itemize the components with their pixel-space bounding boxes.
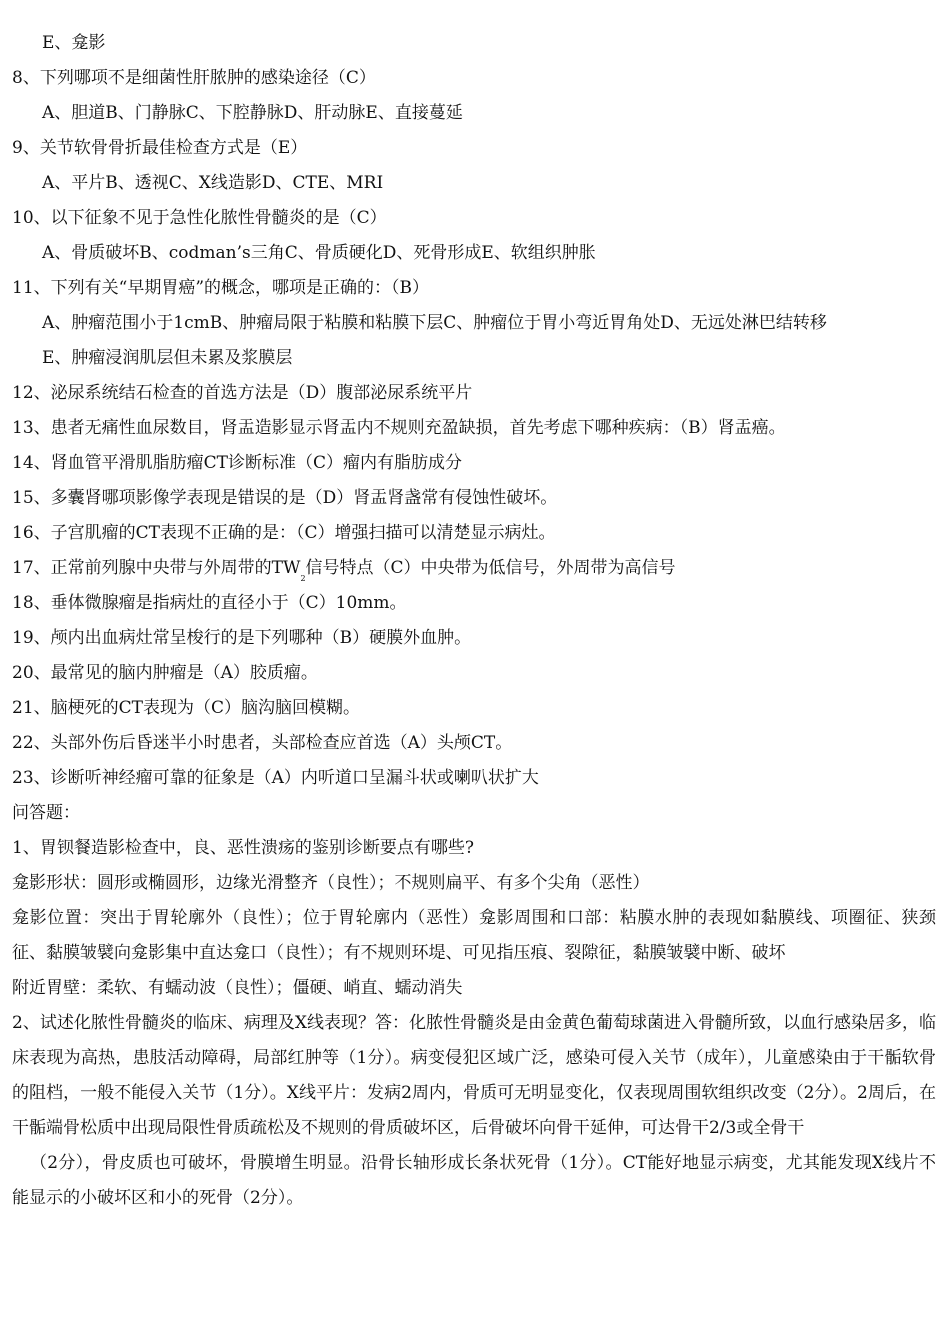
question-14: 14、肾血管平滑肌脂肪瘤CT诊断标准（C）瘤内有脂肪成分 [12, 453, 462, 473]
question-21: 21、脑梗死的CT表现为（C）脑沟脑回模糊。 [12, 698, 360, 718]
question-16: 16、子宫肌瘤的CT表现不正确的是：（C）增强扫描可以清楚显示病灶。 [12, 523, 556, 543]
question-17-subscript: 2 [300, 574, 306, 583]
question-12: 12、泌尿系统结石检查的首选方法是（D）腹部泌尿系统平片 [12, 383, 473, 403]
essay-question-2: 2、试述化脓性骨髓炎的临床、病理及X线表现？答：化脓性骨髓炎是由金黄色葡萄球菌进入骨髓所致，以血行感染居多，临床表现为高热，患肢活动障碍，局部红肿等（1分）。病变侵犯区域广泛，感染可侵入关节（成年），儿童感染由于干骺软骨的阻档，一般不能侵入关节（1分）。X线平片：发病2周内，骨质可无明显变化，仅表现周围软组织改变（2分）。2周后，在干骺端骨松质中出现局限性骨质疏松及不规则的骨质破坏区，后骨破坏向骨干延伸，可达骨干2/3或全骨干 [12, 1013, 936, 1138]
question-17 [12, 551, 936, 586]
answer-niche-shape: 龛影形状：圆形或椭圆形，边缘光滑整齐（良性）；不规则扁平、有多个尖角（恶性） [12, 873, 650, 893]
question-15: 15、多囊肾哪项影像学表现是错误的是（D）肾盂肾盏常有侵蚀性破坏。 [12, 488, 558, 508]
q7-option-e: E、龛影 [42, 33, 106, 53]
question-13: 13、患者无痛性血尿数目，肾盂造影显示肾盂内不规则充盈缺损，首先考虑下哪种疾病：（B）肾盂癌。 [12, 418, 786, 438]
question-9: 9、关节软骨骨折最佳检查方式是（E） [12, 138, 308, 158]
q11-option-e: E、肿瘤浸润肌层但未累及浆膜层 [42, 348, 293, 368]
q9-options: A、平片B、透视C、X线造影D、CTE、MRI [42, 173, 384, 193]
question-8: 8、下列哪项不是细菌性肝脓肿的感染途径（C） [12, 68, 376, 88]
answer-nearby-wall: 附近胃壁：柔软、有蠕动波（良性）；僵硬、峭直、蠕动消失 [12, 978, 463, 998]
q11-options: A、肿瘤范围小于1cmB、肿瘤局限于粘膜和粘膜下层C、肿瘤位于胃小弯近胃角处D、无远处淋巴结转移 [42, 313, 827, 333]
question-11: 11、下列有关“早期胃癌”的概念，哪项是正确的：（B） [12, 278, 430, 298]
question-20: 20、最常见的脑内肿瘤是（A）胶质瘤。 [12, 663, 318, 683]
q8-options: A、胆道B、门静脉C、下腔静脉D、肝动脉E、直接蔓延 [42, 103, 463, 123]
question-17-part-1: 17、正常前列腺中央带与外周带的TW [12, 558, 301, 578]
answer-niche-position: 龛影位置：突出于胃轮廓外（良性）；位于胃轮廓内（恶性）龛影周围和口部：粘膜水肿的表现如黏膜线、项圈征、狭颈征、黏膜皱襞向龛影集中直达龛口（良性）；有不规则环堤、可见指压痕、裂隙征，黏膜皱襞中断、破坏 [12, 908, 936, 963]
question-19: 19、颅内出血病灶常呈梭行的是下列哪种（B）硬膜外血肿。 [12, 628, 472, 648]
question-17-part-2: 信号特点（C）中央带为低信号，外周带为高信号 [305, 558, 676, 578]
essay-question-1: 1、胃钡餐造影检查中，良、恶性溃疡的鉴别诊断要点有哪些? [12, 838, 474, 858]
question-18: 18、垂体微腺瘤是指病灶的直径小于（C）10mm。 [12, 593, 407, 613]
question-10: 10、以下征象不见于急性化脓性骨髓炎的是（C） [12, 208, 387, 228]
question-22: 22、头部外伤后昏迷半小时患者，头部检查应首选（A）头颅CT。 [12, 733, 513, 753]
q10-options: A、骨质破坏B、codman’s三角C、骨质硬化D、死骨形成E、软组织肿胀 [42, 243, 596, 263]
section-heading-essay: 问答题： [12, 803, 80, 823]
question-23: 23、诊断听神经瘤可靠的征象是（A）内听道口呈漏斗状或喇叭状扩大 [12, 768, 539, 788]
essay-answer-2-continued: （2分），骨皮质也可破坏，骨膜增生明显。沿骨长轴形成长条状死骨（1分）。CT能好地显示病变，尤其能发现X线片不能显示的小破坏区和小的死骨（2分）。 [12, 1153, 936, 1208]
